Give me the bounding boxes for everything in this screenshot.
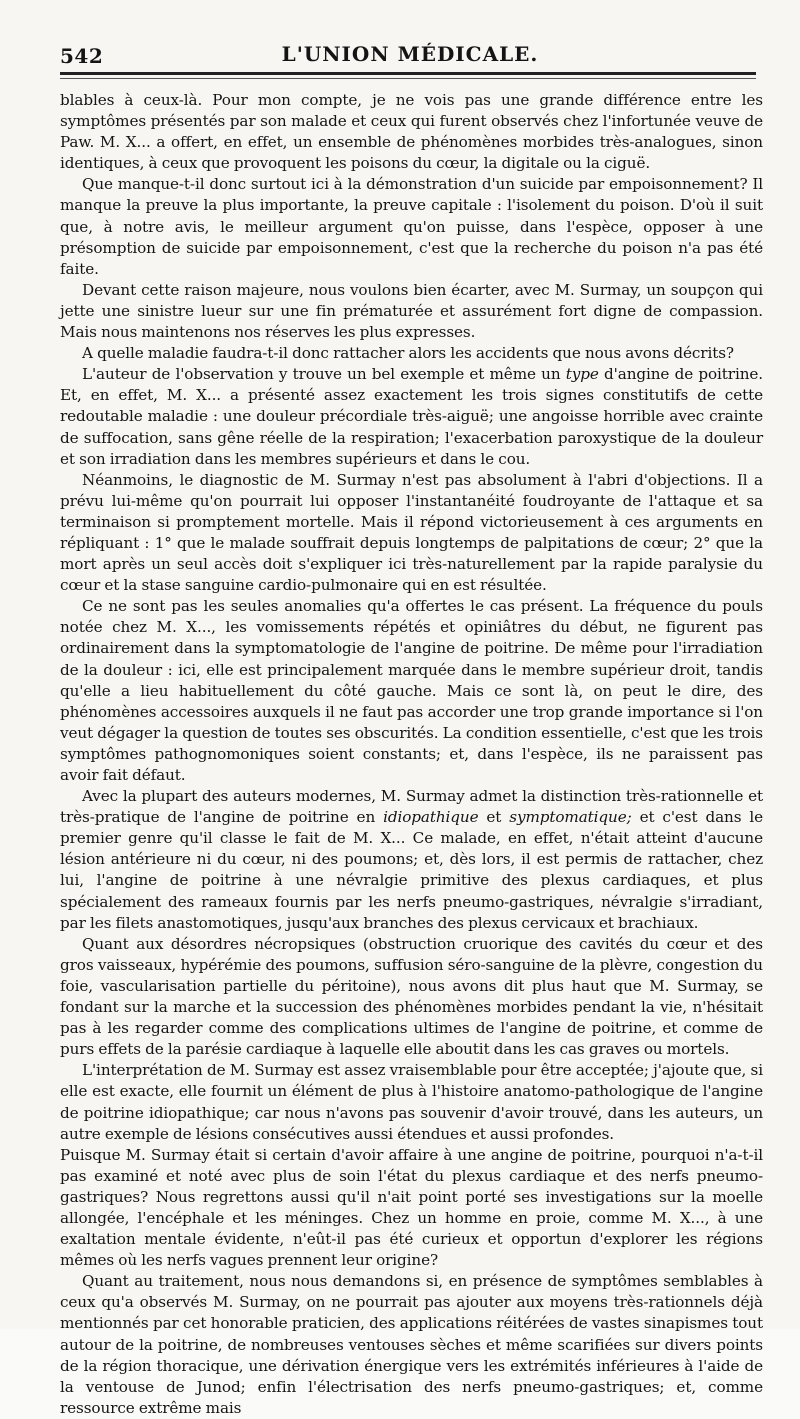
paragraph: L'interprétation de M. Surmay est assez vraisemblable pour être acceptée; j'ajoute que, si elle est exacte, elle fournit un élément de plus à l'histoire anatomo-pathologique de l'angine de poitrine idiopathique; car nous n'avons pas souvenir d'avoir trouvé, dans les auteurs, un autre exemple de lésions consécutives aussi étendues et aussi profondes. — [60, 1061, 763, 1143]
paragraph: Néanmoins, le diagnostic de M. Surmay n'est pas absolument à l'abri d'objections. Il a prévu lui-même qu'on pourrait lui opposer l'instantanéité foudroyante de l'attaque et sa terminaison si promptement mortelle. Mais il répond victorieusement à ces arguments en répliquant : 1° que le malade souffrait depuis longtemps de palpitations de cœur; 2° que la mort après un seul accès doit s'expliquer ici très-naturellement par la rapide paralysie du cœur et la stase sanguine cardio-pulmonaire qui en est résultée. — [60, 470, 763, 595]
running-head — [60, 38, 760, 70]
paragraph: Que manque-t-il donc surtout ici à la démonstration d'un suicide par empoisonnement? Il manque la preuve la plus importante, la preuve capitale : l'isolement du poison. D'où il suit que, à notre avis, le meilleur argument qu'on puisse, dans l'espèce, opposer à une présomption de suicide par empoisonnement, c'est que la recherche du poison n'a pas été faite. — [60, 175, 763, 278]
italic-term: type — [565, 365, 599, 384]
paragraph-text: et c'est dans le premier genre qu'il classe le fait de M. X... Ce malade, en effet, n'était atteint d'aucune lésion antérieure ni du cœur, ni des poumons; et, dès lors, il est permis de rattacher, chez lui, l'angine de poitrine à une névralgie primitive des plexus cardiaques, et plus spécialement des rameaux fournis par les nerfs pneumo-gastriques, névralgie s'irradiant, par les filets anastomotiques, jusqu'aux branches des plexus cervicaux et brachiaux. — [60, 808, 763, 932]
journal-title: L'UNION MÉDICALE. — [281, 42, 539, 66]
paragraph: A quelle maladie faudra-t-il donc rattacher alors les accidents que nous avons décrits? — [82, 344, 734, 363]
paragraph: Ce ne sont pas les seules anomalies qu'a offertes le cas présent. La fréquence du pouls notée chez M. X..., les vomissements répétés et opiniâtres du début, ne figurent pas ordinairement dans la symptomatologie de l'angine de poitrine. De même pour l'irradiation de la douleur : ici, elle est principalement marquée dans le membre supérieur droit, tandis qu'elle a lieu habituellement du côté gauche. Mais ce sont là, on peut le dire, des phénomènes accessoires auxquels il ne faut pas accorder une trop grande importance si l'on veut dégager la question de toutes ses obscurités. La condition essentielle, c'est que les trois symptômes pathognomoniques soient constants; et, dans l'espèce, ils ne paraissent pas avoir fait défaut. — [60, 597, 763, 784]
paragraph: blables à ceux-là. Pour mon compte, je ne vois pas une grande différence entre les symptômes présentés par son malade et ceux qui furent observés chez l'infortunée veuve de Paw. M. X... a offert, en effet, un ensemble de phénomènes morbides très-analogues, sinon identiques, à ceux que provoquent les poisons du cœur, la digitale ou la ciguë. — [60, 91, 763, 173]
paragraph-text: L'auteur de l'observation y trouve un bel exemple et même un — [82, 365, 566, 384]
italic-term: symptomatique; — [509, 808, 632, 827]
paragraph: Devant cette raison majeure, nous voulons bien écarter, avec M. Surmay, un soupçon qui jette une sinistre lueur sur une fin prématurée et assurément fort digne de compassion. Mais nous maintenons nos réserves les plus expresses. — [60, 280, 763, 342]
header-rule-thin — [60, 78, 756, 79]
paragraph-text: Avec la plupart des auteurs modernes, M. Surmay admet la distinction très-rationnelle et très-pratique de l'angine de poitrine en — [60, 787, 763, 827]
paragraph — [60, 364, 763, 469]
paragraph-text: d'angine de poitrine. Et, en effet, M. X... a présenté assez exactement les trois signes constitutifs de cette redoutable maladie : une douleur précordiale très-aiguë; une angoisse horrible avec crainte de suffocation, sans gêne réelle de la respiration; l'exacerbation paroxystique de la douleur et son irradiation dans les membres supérieurs et dans le cou. — [60, 365, 763, 468]
paragraph-text: et — [478, 808, 510, 827]
paragraph: Quant aux désordres nécropsiques (obstruction cruorique des cavités du cœur et des gros vaisseaux, hypérémie des poumons, suffusion séro-sanguine de la plèvre, congestion du foie, vascularisation partielle du péritoine), nous avons dit plus haut que M. Surmay, se fondant sur la marche et la succession des phénomènes morbides pendant la vie, n'hésitait pas à les regarder comme des complications ultimes de l'angine de poitrine, et comme de purs effets de la parésie cardiaque à laquelle elle aboutit dans les cas graves ou mortels. — [60, 934, 763, 1059]
header-rule — [60, 72, 756, 75]
page-number: 542 — [60, 44, 104, 68]
paragraph — [60, 786, 763, 934]
paragraph: Quant au traitement, nous nous demandons si, en présence de symptômes semblables à ceux qu'a observés M. Surmay, on ne pourrait pas ajouter aux moyens très-rationnels déjà mentionnés par cet honorable praticien, des applications réitérées de vastes sinapismes tout autour de la poitrine, de nombreuses ventouses sèches et même scarifiées sur divers points de la région thoracique, une dérivation énergique vers les extrémités inférieures à l'aide de la ventouse de Junod; enfin l'électrisation des nerfs pneumo-gastriques; et, comme ressource extrême mais — [60, 1272, 763, 1417]
body-text — [60, 90, 763, 1419]
italic-term: idiopathique — [383, 808, 479, 827]
paragraph: Puisque M. Surmay était si certain d'avoir affaire à une angine de poitrine, pourquoi n'a-t-il pas examiné et noté avec plus de soin l'état du plexus cardiaque et des nerfs pneumo-gastriques? Nous regrettons aussi qu'il n'ait point porté ses investigations sur la moelle allongée, l'encéphale et les méninges. Chez un homme en proie, comme M. X..., à une exaltation mentale évidente, n'eût-il pas été curieux et opportun d'explorer les régions mêmes où les nerfs vagues prennent leur origine? — [60, 1145, 763, 1270]
